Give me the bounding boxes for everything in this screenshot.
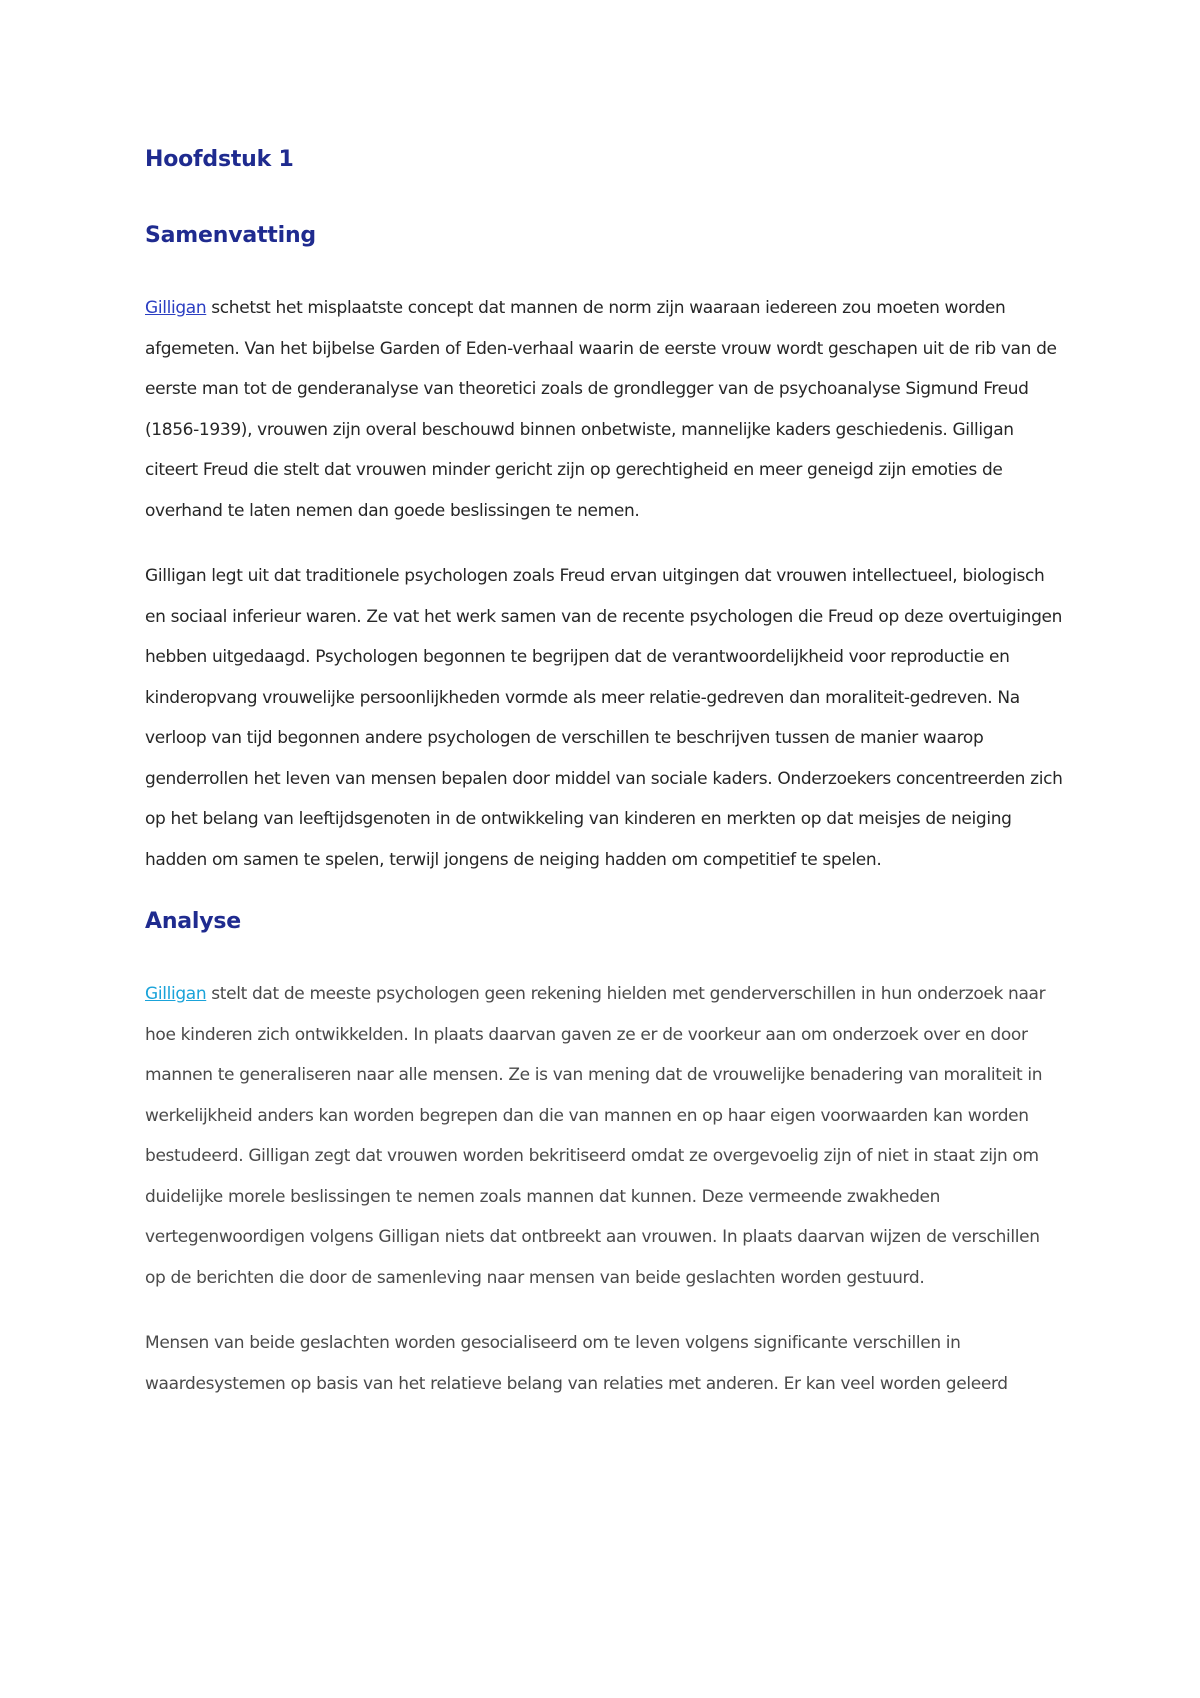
analyse-paragraph-2: Mensen van beide geslachten worden gesocialiseerd om te leven volgens significante verschillen in waardesystemen op basis van het relatieve belang van relaties met anderen. Er kan veel worden geleerd bbox=[145, 1333, 1008, 1394]
section-heading-samenvatting: Samenvatting bbox=[145, 223, 316, 248]
document-content bbox=[145, 140, 1065, 1404]
analyse-paragraph-1 bbox=[145, 974, 1065, 1298]
gilligan-link[interactable]: Gilligan bbox=[145, 984, 207, 1004]
samenvatting-paragraph-2: Gilligan legt uit dat traditionele psychologen zoals Freud ervan uitgingen dat vrouwen intellectueel, biologisch en sociaal inferieur waren. Ze vat het werk samen van de recente psychologen die Freud op deze overtuigingen hebben uitgedaagd. Psychologen begonnen te begrijpen dat de verantwoordelijkheid voor reproductie en kinderopvang vrouwelijke persoonlijkheden vormde als meer relatie-gedreven dan moraliteit-gedreven. Na verloop van tijd begonnen andere psychologen de verschillen te beschrijven tussen de manier waarop genderrollen het leven van mensen bepalen door middel van sociale kaders. Onderzoekers concentreerden zich op het belang van leeftijdsgenoten in de ontwikkeling van kinderen en merkten op dat meisjes de neiging hadden om samen te spelen, terwijl jongens de neiging hadden om competitief te spelen. bbox=[145, 566, 1063, 870]
section-heading-analyse: Analyse bbox=[145, 909, 242, 934]
gilligan-link[interactable]: Gilligan bbox=[145, 298, 207, 318]
analyse-paragraph-1-text: stelt dat de meeste psychologen geen rekening hielden met genderverschillen in hun onderzoek naar hoe kinderen zich ontwikkelden. In plaats daarvan gaven ze er de voorkeur aan om onderzoek over en door mannen te generaliseren naar alle mensen. Ze is van mening dat de vrouwelijke benadering van moraliteit in werkelijkheid anders kan worden begrepen dan die van mannen en op haar eigen voorwaarden kan worden bestudeerd. Gilligan zegt dat vrouwen worden bekritiseerd omdat ze overgevoelig zijn of niet in staat zijn om duidelijke morele beslissingen te nemen zoals mannen dat kunnen. Deze vermeende zwakheden vertegenwoordigen volgens Gilligan niets dat ontbreekt aan vrouwen. In plaats daarvan wijzen de verschillen op de berichten die door de samenleving naar mensen van beide geslachten worden gestuurd. bbox=[145, 984, 1046, 1288]
samenvatting-paragraph-1 bbox=[145, 288, 1065, 531]
samenvatting-paragraph-1-text: schetst het misplaatste concept dat mannen de norm zijn waaraan iedereen zou moeten worden afgemeten. Van het bijbelse Garden of Eden-verhaal waarin de eerste vrouw wordt geschapen uit de rib van de eerste man tot de genderanalyse van theoretici zoals de grondlegger van de psychoanalyse Sigmund Freud (1856-1939), vrouwen zijn overal beschouwd binnen onbetwiste, mannelijke kaders geschiedenis. Gilligan citeert Freud die stelt dat vrouwen minder gericht zijn op gerechtigheid en meer geneigd zijn emoties de overhand te laten nemen dan goede beslissingen te nemen. bbox=[145, 298, 1057, 521]
chapter-title: Hoofdstuk 1 bbox=[145, 147, 294, 172]
